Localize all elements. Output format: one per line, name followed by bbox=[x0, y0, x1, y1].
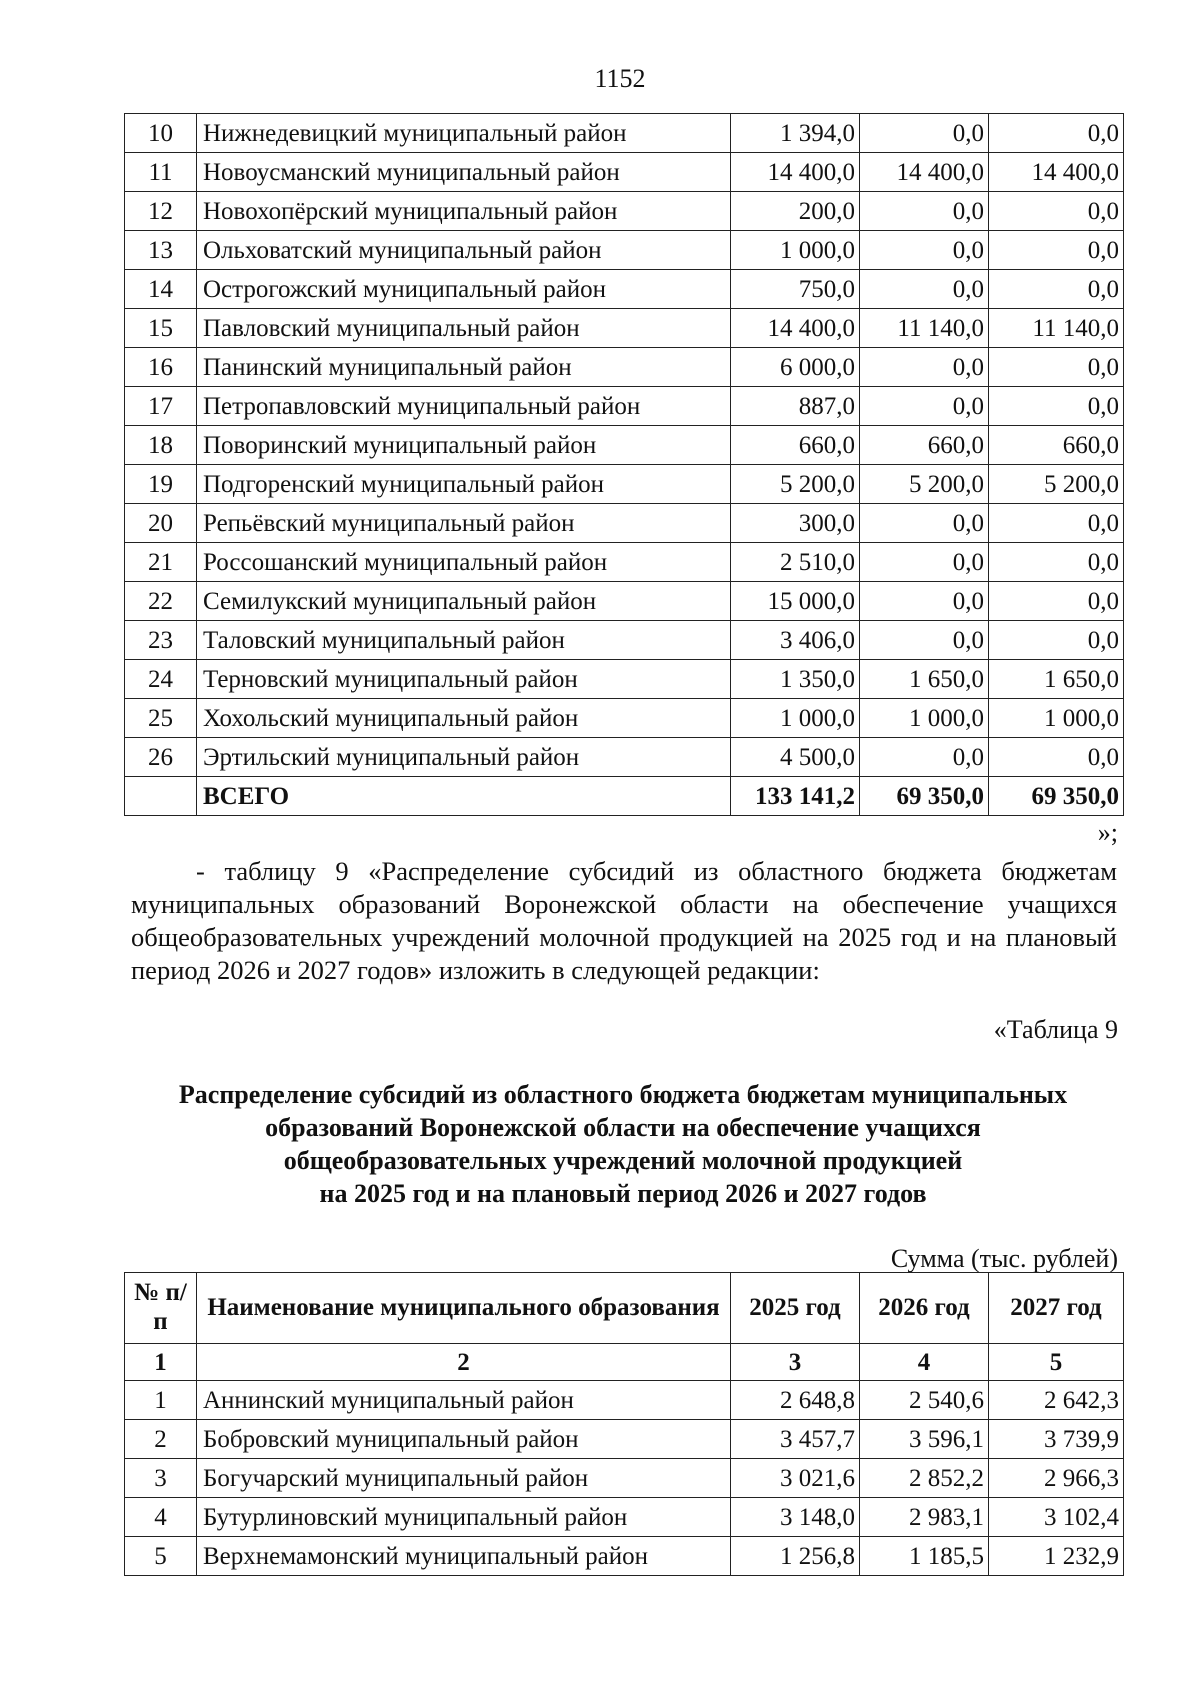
municipality-name: Терновский муниципальный район bbox=[197, 660, 731, 699]
table-row bbox=[125, 1537, 1124, 1576]
row-number: 16 bbox=[125, 348, 197, 387]
row-number: 24 bbox=[125, 660, 197, 699]
column-index: 3 bbox=[731, 1344, 860, 1381]
title-line: образований Воронежской области на обеспечение учащихся bbox=[265, 1113, 981, 1142]
table-row bbox=[125, 387, 1124, 426]
units-label: Сумма (тыс. рублей) bbox=[890, 1244, 1118, 1273]
municipality-name: Эртильский муниципальный район bbox=[197, 738, 731, 777]
closing-quote: »; bbox=[1097, 818, 1118, 847]
table-row bbox=[125, 426, 1124, 465]
table-9 bbox=[124, 1272, 1124, 1576]
header-2027: 2027 год bbox=[989, 1273, 1124, 1344]
value-2026: 2 983,1 bbox=[860, 1498, 989, 1537]
row-number: 21 bbox=[125, 543, 197, 582]
value-2025: 300,0 bbox=[731, 504, 860, 543]
value-2027: 0,0 bbox=[989, 504, 1124, 543]
value-2025: 2 648,8 bbox=[731, 1381, 860, 1420]
municipality-name: Панинский муниципальный район bbox=[197, 348, 731, 387]
column-index: 4 bbox=[860, 1344, 989, 1381]
municipality-name: Острогожский муниципальный район bbox=[197, 270, 731, 309]
value-2025: 4 500,0 bbox=[731, 738, 860, 777]
column-index: 2 bbox=[197, 1344, 731, 1381]
municipality-name: Хохольский муниципальный район bbox=[197, 699, 731, 738]
row-number: 5 bbox=[125, 1537, 197, 1576]
value-2026: 1 000,0 bbox=[860, 699, 989, 738]
municipality-name: Подгоренский муниципальный район bbox=[197, 465, 731, 504]
table-row bbox=[125, 348, 1124, 387]
row-number: 10 bbox=[125, 114, 197, 153]
column-index: 1 bbox=[125, 1344, 197, 1381]
row-number: 14 bbox=[125, 270, 197, 309]
value-2026: 1 185,5 bbox=[860, 1537, 989, 1576]
header-2026: 2026 год bbox=[860, 1273, 989, 1344]
value-2027: 0,0 bbox=[989, 270, 1124, 309]
value-2025: 15 000,0 bbox=[731, 582, 860, 621]
value-2026: 0,0 bbox=[860, 231, 989, 270]
value-2025: 1 256,8 bbox=[731, 1537, 860, 1576]
value-2025: 750,0 bbox=[731, 270, 860, 309]
header-row bbox=[125, 1273, 1124, 1344]
value-2026: 14 400,0 bbox=[860, 153, 989, 192]
municipality-name: Поворинский муниципальный район bbox=[197, 426, 731, 465]
value-2025: 1 350,0 bbox=[731, 660, 860, 699]
row-number bbox=[125, 777, 197, 816]
value-2027: 0,0 bbox=[989, 114, 1124, 153]
value-2025: 887,0 bbox=[731, 387, 860, 426]
table-row bbox=[125, 543, 1124, 582]
value-2025: 2 510,0 bbox=[731, 543, 860, 582]
table-row bbox=[125, 582, 1124, 621]
value-2026: 0,0 bbox=[860, 192, 989, 231]
value-2025: 3 148,0 bbox=[731, 1498, 860, 1537]
value-2027: 11 140,0 bbox=[989, 309, 1124, 348]
value-2026: 1 650,0 bbox=[860, 660, 989, 699]
municipality-name: Ольховатский муниципальный район bbox=[197, 231, 731, 270]
value-2026: 0,0 bbox=[860, 738, 989, 777]
table-row bbox=[125, 309, 1124, 348]
row-number: 17 bbox=[125, 387, 197, 426]
value-2027: 0,0 bbox=[989, 387, 1124, 426]
row-number: 3 bbox=[125, 1459, 197, 1498]
value-2025: 3 021,6 bbox=[731, 1459, 860, 1498]
municipality-name: Таловский муниципальный район bbox=[197, 621, 731, 660]
value-2027: 660,0 bbox=[989, 426, 1124, 465]
title-line: Распределение субсидий из областного бюджета бюджетам муниципальных bbox=[178, 1080, 1068, 1109]
row-number: 26 bbox=[125, 738, 197, 777]
table-row bbox=[125, 660, 1124, 699]
value-2026: 0,0 bbox=[860, 543, 989, 582]
municipality-name: Павловский муниципальный район bbox=[197, 309, 731, 348]
total-row bbox=[125, 777, 1124, 816]
page-number: 1152 bbox=[594, 64, 646, 93]
value-2025: 660,0 bbox=[731, 426, 860, 465]
table-row bbox=[125, 1381, 1124, 1420]
municipality-name: Новохопёрский муниципальный район bbox=[197, 192, 731, 231]
value-2027: 1 000,0 bbox=[989, 699, 1124, 738]
value-2027: 2 966,3 bbox=[989, 1459, 1124, 1498]
total-label: ВСЕГО bbox=[197, 777, 731, 816]
row-number: 19 bbox=[125, 465, 197, 504]
municipality-name: Семилукский муниципальный район bbox=[197, 582, 731, 621]
value-2027: 3 102,4 bbox=[989, 1498, 1124, 1537]
row-number: 11 bbox=[125, 153, 197, 192]
table-row bbox=[125, 738, 1124, 777]
value-2025: 3 457,7 bbox=[731, 1420, 860, 1459]
value-2027: 5 200,0 bbox=[989, 465, 1124, 504]
subsidy-table-continued bbox=[124, 113, 1124, 816]
row-number: 23 bbox=[125, 621, 197, 660]
value-2026: 3 596,1 bbox=[860, 1420, 989, 1459]
value-2027: 0,0 bbox=[989, 231, 1124, 270]
value-2026: 2 540,6 bbox=[860, 1381, 989, 1420]
municipality-name: Репьёвский муниципальный район bbox=[197, 504, 731, 543]
value-2026: 0,0 bbox=[860, 114, 989, 153]
table-9-title bbox=[126, 1078, 1120, 1210]
total-2026: 69 350,0 bbox=[860, 777, 989, 816]
value-2025: 14 400,0 bbox=[731, 153, 860, 192]
table-row bbox=[125, 270, 1124, 309]
municipality-name: Бобровский муниципальный район bbox=[197, 1420, 731, 1459]
table-label: «Таблица 9 bbox=[993, 1015, 1118, 1044]
row-number: 2 bbox=[125, 1420, 197, 1459]
value-2026: 0,0 bbox=[860, 504, 989, 543]
row-number: 4 bbox=[125, 1498, 197, 1537]
header-name: Наименование муниципального образования bbox=[197, 1273, 731, 1344]
amendment-paragraph: - таблицу 9 «Распределение субсидий из областного бюджета бюджетам муниципальных образований Воронежской области на обеспечение учащихся общеобразовательных учреждений молочной продукцией на 2025 год и на плановый период 2026 и 2027 годов» изложить в следующей редакции: bbox=[131, 856, 1117, 985]
value-2026: 11 140,0 bbox=[860, 309, 989, 348]
row-number: 13 bbox=[125, 231, 197, 270]
table-row bbox=[125, 621, 1124, 660]
municipality-name: Россошанский муниципальный район bbox=[197, 543, 731, 582]
value-2027: 1 650,0 bbox=[989, 660, 1124, 699]
value-2025: 6 000,0 bbox=[731, 348, 860, 387]
table-row bbox=[125, 1498, 1124, 1537]
value-2027: 0,0 bbox=[989, 738, 1124, 777]
value-2027: 14 400,0 bbox=[989, 153, 1124, 192]
value-2026: 2 852,2 bbox=[860, 1459, 989, 1498]
municipality-name: Богучарский муниципальный район bbox=[197, 1459, 731, 1498]
value-2027: 1 232,9 bbox=[989, 1537, 1124, 1576]
table-row bbox=[125, 153, 1124, 192]
value-2025: 1 000,0 bbox=[731, 699, 860, 738]
value-2027: 0,0 bbox=[989, 348, 1124, 387]
value-2027: 2 642,3 bbox=[989, 1381, 1124, 1420]
table-row bbox=[125, 231, 1124, 270]
row-number: 12 bbox=[125, 192, 197, 231]
value-2026: 0,0 bbox=[860, 348, 989, 387]
value-2025: 3 406,0 bbox=[731, 621, 860, 660]
municipality-name: Новоусманский муниципальный район bbox=[197, 153, 731, 192]
row-number: 25 bbox=[125, 699, 197, 738]
table-row bbox=[125, 192, 1124, 231]
value-2026: 0,0 bbox=[860, 621, 989, 660]
table-row bbox=[125, 465, 1124, 504]
row-number: 1 bbox=[125, 1381, 197, 1420]
municipality-name: Нижнедевицкий муниципальный район bbox=[197, 114, 731, 153]
table-row bbox=[125, 114, 1124, 153]
value-2026: 0,0 bbox=[860, 582, 989, 621]
row-number: 20 bbox=[125, 504, 197, 543]
value-2027: 0,0 bbox=[989, 543, 1124, 582]
row-number: 15 bbox=[125, 309, 197, 348]
title-line: общеобразовательных учреждений молочной продукцией bbox=[283, 1146, 963, 1175]
total-2027: 69 350,0 bbox=[989, 777, 1124, 816]
header-2025: 2025 год bbox=[731, 1273, 860, 1344]
value-2025: 14 400,0 bbox=[731, 309, 860, 348]
header-num: № п/п bbox=[125, 1273, 197, 1344]
value-2027: 0,0 bbox=[989, 621, 1124, 660]
table-row bbox=[125, 699, 1124, 738]
value-2025: 1 000,0 bbox=[731, 231, 860, 270]
value-2027: 3 739,9 bbox=[989, 1420, 1124, 1459]
value-2027: 0,0 bbox=[989, 582, 1124, 621]
municipality-name: Бутурлиновский муниципальный район bbox=[197, 1498, 731, 1537]
table-row bbox=[125, 504, 1124, 543]
value-2026: 660,0 bbox=[860, 426, 989, 465]
value-2026: 5 200,0 bbox=[860, 465, 989, 504]
value-2025: 1 394,0 bbox=[731, 114, 860, 153]
column-index: 5 bbox=[989, 1344, 1124, 1381]
value-2026: 0,0 bbox=[860, 270, 989, 309]
table-row bbox=[125, 1420, 1124, 1459]
value-2025: 5 200,0 bbox=[731, 465, 860, 504]
row-number: 22 bbox=[125, 582, 197, 621]
value-2027: 0,0 bbox=[989, 192, 1124, 231]
value-2026: 0,0 bbox=[860, 387, 989, 426]
value-2025: 200,0 bbox=[731, 192, 860, 231]
municipality-name: Аннинский муниципальный район bbox=[197, 1381, 731, 1420]
municipality-name: Петропавловский муниципальный район bbox=[197, 387, 731, 426]
total-2025: 133 141,2 bbox=[731, 777, 860, 816]
municipality-name: Верхнемамонский муниципальный район bbox=[197, 1537, 731, 1576]
table-row bbox=[125, 1459, 1124, 1498]
title-line: на 2025 год и на плановый период 2026 и 2027 годов bbox=[319, 1179, 927, 1208]
column-index-row bbox=[125, 1344, 1124, 1381]
row-number: 18 bbox=[125, 426, 197, 465]
